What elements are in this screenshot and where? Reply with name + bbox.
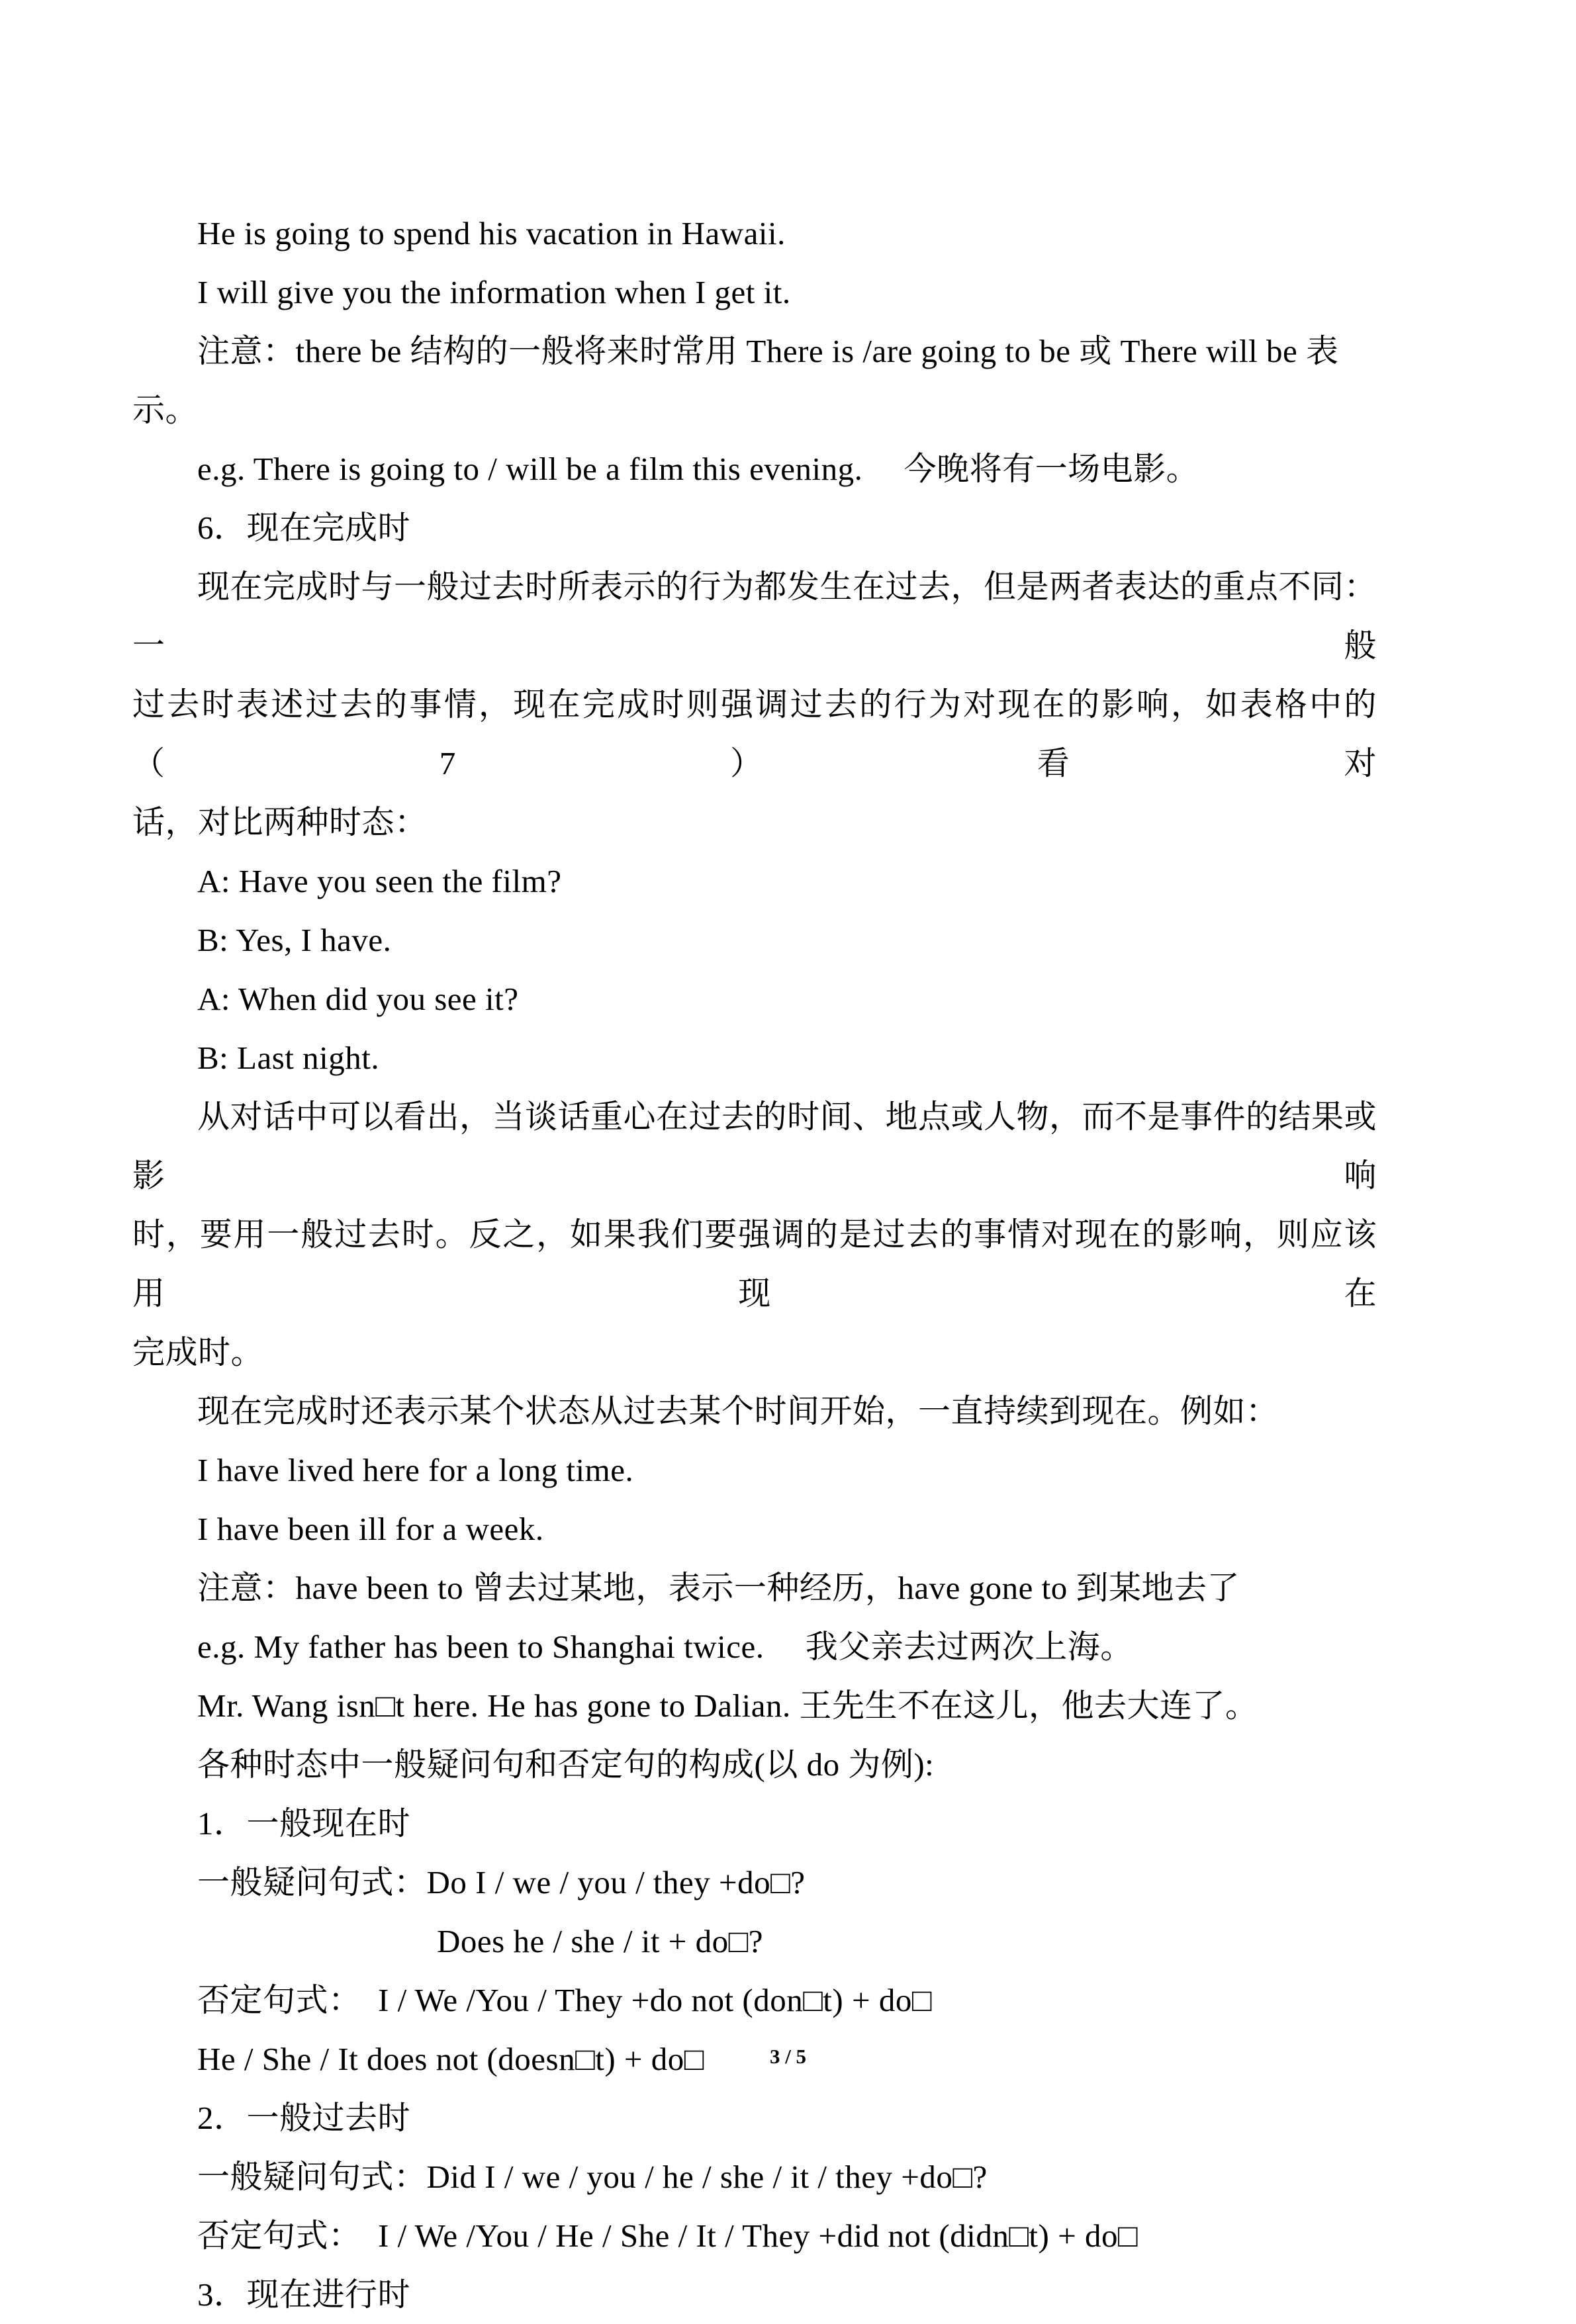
text-line: e.g. There is going to / will be a film this evening. 今晚将有一场电影。 [197,451,1199,487]
text-line: 话，对比两种时态： [132,804,428,840]
section-heading: 1．一般现在时 [197,1805,411,1842]
text-line: 从对话中可以看出，当谈话重心在过去的时间、地点或人物，而不是事件的结果或影响 [132,1098,1377,1194]
text-line: I have been ill for a week. [197,1511,544,1547]
section-heading: 2．一般过去时 [197,2100,411,2136]
section-heading: 6．现在完成时 [197,510,411,546]
text-line: 注意：there be 结构的一般将来时常用 There is /are going to be 或 There will be 表示。 [132,333,1339,428]
text-line: 一般疑问句式：Did I / we / you / he / she / it / they +do□? [197,2159,988,2195]
text-line: Mr. Wang isn□t here. He has gone to Dalian. 王先生不在这儿，他去大连了。 [197,1687,1258,1724]
text-line: He is going to spend his vacation in Hawaii. [197,215,786,251]
document-body [132,204,1377,2324]
text-line: A: Have you seen the film? [197,863,562,899]
text-line: 否定句式： I / We /You / He / She / It / They +did not (didn□t) + do□ [197,2217,1138,2254]
text-line: 现在完成时还表示某个状态从过去某个时间开始，一直持续到现在。例如： [197,1393,1279,1429]
text-line: 否定句式： I / We /You / They +do not (don□t) + do□ [197,1982,932,2018]
section-heading: 3．现在进行时 [197,2276,411,2313]
text-line: I will give you the information when I get it. [197,274,791,310]
text-line: B: Yes, I have. [197,922,392,958]
text-line: 完成时。 [132,1334,264,1370]
text-line: Does he / she / it + do□? [437,1923,763,1959]
text-line: 各种时态中一般疑问句和否定句的构成(以 do 为例): [197,1746,935,1783]
text-line: 注意：have been to 曾去过某地，表示一种经历，have gone to 到某地去了 [197,1570,1240,1606]
text-line: I have lived here for a long time. [197,1452,634,1488]
text-line: A: When did you see it? [197,981,519,1017]
text-line: B: Last night. [197,1040,380,1076]
text-line: 过去时表述过去的事情，现在完成时则强调过去的行为对现在的影响，如表格中的（7）看对 [132,686,1377,782]
text-line: e.g. My father has been to Shanghai twice. 我父亲去过两次上海。 [197,1629,1133,1665]
text-line: 一般疑问句式：Do I / we / you / they +do□? [197,1864,806,1900]
text-line: 现在完成时与一般过去时所表示的行为都发生在过去，但是两者表达的重点不同：一般 [132,568,1377,664]
page-number: 3 / 5 [769,2045,807,2068]
text-line: He / She / It does not (doesn□t) + do□ [197,2041,704,2077]
text-line: 时，要用一般过去时。反之，如果我们要强调的是过去的事情对现在的影响，则应该用现在 [132,1216,1377,1312]
